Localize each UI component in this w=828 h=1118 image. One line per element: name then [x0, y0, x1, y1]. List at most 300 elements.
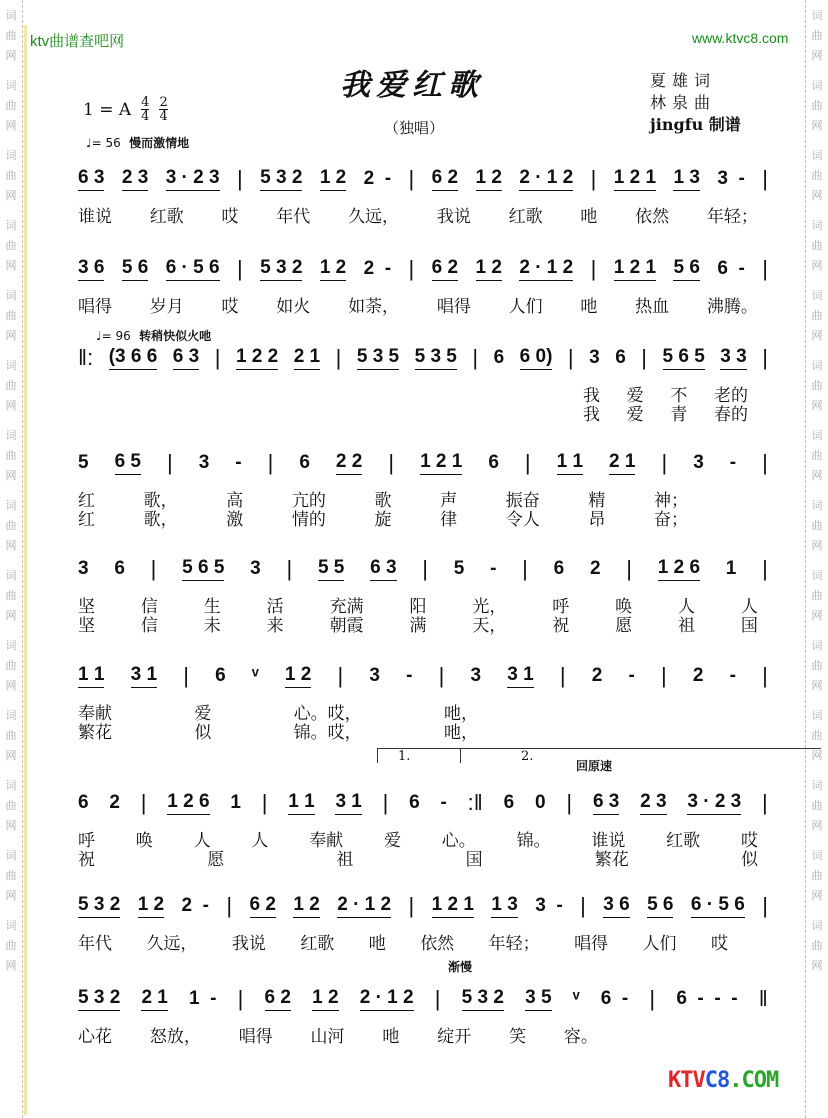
note-group: 6 -: [717, 258, 745, 279]
watermark-char: 词: [811, 429, 823, 442]
lyric-line: [78, 611, 758, 636]
lyric-word: 吔: [382, 1027, 400, 1047]
notation-line: [78, 166, 768, 192]
watermark-char: 词: [811, 709, 823, 722]
ts-num: 2: [159, 95, 168, 110]
note-group: 3: [198, 452, 210, 473]
note-group: 1 2 2: [236, 346, 278, 370]
tempo-text: 慢而激情地: [129, 136, 190, 150]
note-group: 2 -: [363, 258, 392, 279]
watermark-char: 词: [5, 639, 17, 652]
note-group: 6 2: [250, 894, 276, 918]
note-group: 6 · 5 6: [691, 894, 745, 918]
note-group: 6 0): [520, 346, 553, 370]
key-signature: [83, 96, 168, 123]
lyric-word: 声: [440, 491, 458, 511]
lyric-word: 年轻；: [706, 207, 758, 227]
lyric-word: 人: [251, 831, 269, 851]
lyric-word: 人们: [642, 934, 677, 954]
watermark-char: 网: [811, 679, 823, 692]
lyric-word: 岁月: [149, 297, 184, 317]
note-group: (3 6 6: [109, 346, 158, 370]
note-group: 2 -: [181, 895, 209, 916]
note-group: -: [628, 665, 635, 686]
note-group: 2: [692, 665, 704, 686]
barline: |: [237, 986, 244, 1011]
watermark-char: 词: [5, 9, 17, 22]
note-group: 3: [369, 665, 380, 686]
watermark-char: 网: [811, 959, 823, 972]
site-url[interactable]: www.ktvc8.com: [692, 30, 789, 46]
note-group: 1 3: [491, 894, 517, 918]
note-group: 2: [591, 665, 603, 686]
tempo-value: = 56: [91, 136, 121, 150]
lyric-word: 唤: [135, 831, 153, 851]
barline: |: [641, 345, 648, 370]
lyric-word: 似: [194, 723, 212, 743]
note-group: 2 -: [363, 168, 392, 189]
note-group: -: [235, 452, 242, 473]
lyric-word: 爱: [194, 704, 212, 724]
note-group: 6 3: [78, 167, 104, 191]
lyric-word: 笑: [509, 1027, 527, 1047]
lyric-word: 愿: [207, 850, 225, 870]
lyric-word: 人: [740, 597, 758, 617]
barline: |: [762, 790, 768, 815]
lyric-word: 热血: [635, 297, 670, 317]
lyric-word: 神；: [654, 491, 688, 511]
note-group: 6 3: [173, 346, 199, 370]
barline: |: [762, 893, 768, 918]
note-group: 1 2 1: [614, 257, 656, 281]
watermark-char: 曲: [811, 379, 823, 392]
note-group: 3: [470, 665, 482, 686]
tempo-text: 转稍快似火吔: [139, 329, 212, 343]
note-group: 3 3: [720, 346, 746, 370]
lyric-word: 红: [78, 510, 95, 530]
note-group: 6 2: [265, 987, 291, 1011]
volta-2: [460, 748, 821, 773]
lyric-word: 如荼，: [348, 297, 400, 317]
lyric-word: 奉献: [309, 831, 344, 851]
ktvc8-logo: [668, 1068, 778, 1093]
lyric-word: 奉献: [78, 704, 112, 724]
note-group: 2: [109, 792, 120, 813]
note-group: 2 1: [294, 346, 320, 370]
lyricist: 夏雄词: [650, 71, 717, 90]
ts-den: 4: [159, 109, 168, 124]
note-group: 3 · 2 3: [687, 791, 741, 815]
lyric-word: 坚: [78, 616, 95, 636]
watermark-char: 曲: [5, 99, 17, 112]
note-group: 6: [615, 347, 626, 368]
note-group: 1 2: [476, 257, 502, 281]
note-group: 3 1: [335, 791, 361, 815]
barline: |: [388, 450, 395, 475]
watermark-char: 词: [5, 289, 17, 302]
note-group: 1 2: [285, 664, 311, 688]
song-subtitle: （独唱）: [384, 119, 445, 137]
watermark-char: 网: [5, 329, 17, 342]
lyric-word: 爱: [626, 405, 644, 425]
lyric-word: 呼: [552, 597, 570, 617]
lyric-word: 歌，: [143, 510, 178, 530]
note-group: 6 3: [370, 557, 396, 581]
watermark-char: 词: [811, 79, 823, 92]
lyric-word: 年轻；: [488, 934, 540, 954]
lyric-word: 心花: [78, 1027, 112, 1047]
barline: |: [335, 345, 342, 370]
note-group: 5 6: [673, 257, 699, 281]
lyric-word: 吔，: [443, 723, 478, 743]
watermark-char: 网: [5, 539, 17, 552]
note-group: 5 3 5: [357, 346, 399, 370]
lyric-line: [78, 1022, 598, 1047]
lyric-line: [78, 718, 478, 743]
watermark-char: 词: [811, 359, 823, 372]
song-title: 我爱红歌: [340, 68, 484, 103]
watermark-char: 曲: [5, 659, 17, 672]
barline: |: [626, 556, 632, 581]
watermark-char: 网: [5, 889, 17, 902]
lyric-word: 久远，: [348, 207, 400, 227]
note-group: -: [490, 558, 497, 579]
watermark-char: 曲: [5, 29, 17, 42]
lyric-word: 老的: [713, 386, 748, 406]
barline: |: [762, 663, 768, 688]
lyric-word: 吔: [580, 207, 598, 227]
lyric-line: [78, 202, 758, 227]
lyric-word: 亢的: [291, 491, 326, 511]
note-group: 1 3: [673, 167, 699, 191]
tempo-value: = 96: [101, 329, 131, 343]
lyric-word: 红歌: [666, 831, 701, 851]
watermark-char: 曲: [811, 99, 823, 112]
watermark-char: 曲: [5, 379, 17, 392]
barline: |: [337, 663, 344, 688]
lyric-word: 哎: [740, 831, 758, 851]
note-group: 1 1: [557, 451, 583, 475]
lyric-word: 锦。: [516, 831, 551, 851]
quarter-note-icon: ♩: [86, 136, 92, 150]
notation-line: [78, 256, 768, 282]
lyric-line: [78, 845, 758, 870]
lyric-word: 春的: [713, 405, 748, 425]
watermark-char: 曲: [811, 29, 823, 42]
barline: |: [183, 663, 189, 688]
lyric-line: [78, 505, 688, 530]
barline: |: [580, 893, 586, 918]
tempo-a-tempo: 回原速: [576, 759, 613, 773]
note-group: 6: [114, 558, 125, 579]
watermark-char: 网: [5, 679, 17, 692]
lyric-word: 愿: [615, 616, 633, 636]
watermark-char: 词: [5, 569, 17, 582]
watermark-char: 词: [5, 79, 17, 92]
watermark-char: 曲: [811, 519, 823, 532]
note-group: 1 2: [293, 894, 319, 918]
note-group: 6: [553, 558, 565, 579]
lyric-word: 生: [203, 597, 221, 617]
lyric-word: 山河: [310, 1027, 345, 1047]
watermark-char: 网: [811, 819, 823, 832]
lyric-word: 令人: [505, 510, 540, 530]
notation-line: [78, 345, 768, 371]
note-group: -: [729, 665, 736, 686]
lyric-word: 奋；: [654, 510, 688, 530]
lyric-word: 心。哎，: [293, 704, 362, 724]
volta-label: 1.: [398, 749, 411, 764]
barline: |: [522, 556, 528, 581]
lyric-word: 祖: [336, 850, 354, 870]
note-group: 5 6: [647, 894, 673, 918]
note-group: 1 2: [476, 167, 502, 191]
barline: |: [236, 256, 243, 281]
lyric-word: 唱得: [574, 934, 609, 954]
note-group: 6 2: [432, 257, 458, 281]
note-group: 6 2: [432, 167, 458, 191]
notation-line: [78, 893, 768, 919]
watermark-strip-left: [0, 0, 23, 1118]
note-group: 1 2: [312, 987, 338, 1011]
watermark-char: 曲: [5, 799, 17, 812]
watermark-char: 词: [5, 499, 17, 512]
barline: ‖:: [78, 345, 94, 370]
composer: 林泉曲: [650, 93, 717, 112]
lyric-word: 旋: [374, 510, 392, 530]
barline: |: [382, 790, 389, 815]
barline: |: [567, 345, 574, 370]
lyric-word: 光，: [472, 597, 507, 617]
lyric-word: 我: [583, 386, 600, 406]
note-group: 5: [453, 558, 465, 579]
lyric-word: 吔: [368, 934, 386, 954]
watermark-char: 曲: [811, 449, 823, 462]
notation-line: [78, 556, 768, 582]
barline: |: [661, 450, 668, 475]
note-group: ᵛ: [251, 665, 259, 686]
lyric-word: 哎: [710, 934, 728, 954]
watermark-char: 网: [811, 259, 823, 272]
watermark-char: 曲: [811, 869, 823, 882]
watermark-char: 词: [5, 709, 17, 722]
watermark-char: 曲: [5, 589, 17, 602]
lyric-word: 红歌: [300, 934, 335, 954]
notation-line: [78, 986, 768, 1012]
barline: ‖: [758, 986, 768, 1011]
barline: |: [226, 893, 233, 918]
note-group: 1: [230, 792, 241, 813]
watermark-char: 网: [5, 749, 17, 762]
arranger-name: jingfu: [650, 115, 704, 134]
watermark-char: 网: [811, 189, 823, 202]
lyric-word: 红歌: [508, 207, 543, 227]
barline: |: [438, 663, 445, 688]
barline: |: [408, 166, 415, 191]
lyric-word: 人: [678, 597, 696, 617]
note-group: 1 2: [320, 257, 346, 281]
lyric-word: 满: [409, 616, 427, 636]
watermark-char: 词: [5, 779, 17, 792]
lyric-line: [78, 929, 728, 954]
tempo-1: [86, 134, 189, 151]
key: 1 = A: [83, 99, 132, 120]
lyric-word: 充满: [329, 597, 364, 617]
barline: |: [524, 450, 531, 475]
lyric-word: 哎: [221, 297, 239, 317]
barline: |: [762, 166, 768, 191]
watermark-char: 网: [811, 399, 823, 412]
watermark-char: 曲: [811, 659, 823, 672]
watermark-char: 网: [811, 889, 823, 902]
watermark-char: 词: [811, 639, 823, 652]
lyric-word: 唱得: [436, 297, 471, 317]
watermark-char: 网: [811, 119, 823, 132]
barline: |: [434, 986, 441, 1011]
note-group: 3 6: [78, 257, 104, 281]
lyric-word: 唱得: [78, 297, 112, 317]
lyric-word: 不: [670, 386, 688, 406]
lyric-word: 律: [440, 510, 458, 530]
watermark-char: 曲: [811, 729, 823, 742]
note-group: 5 6 5: [663, 346, 705, 370]
notation-line: [78, 663, 768, 689]
note-group: 1: [725, 558, 737, 579]
note-group: 5 3 2: [260, 167, 302, 191]
barline: |: [408, 256, 415, 281]
watermark-char: 网: [811, 469, 823, 482]
note-group: 6: [78, 792, 89, 813]
note-group: 3 1: [507, 664, 533, 688]
lyric-word: 如火: [276, 297, 311, 317]
barline: |: [267, 450, 274, 475]
note-group: 3: [250, 558, 261, 579]
margin-bar: [24, 25, 27, 1115]
lyric-word: 激: [226, 510, 244, 530]
note-group: 3 -: [717, 168, 745, 189]
watermark-char: 网: [5, 259, 17, 272]
watermark-char: 曲: [811, 589, 823, 602]
watermark-char: 词: [811, 219, 823, 232]
lyric-word: 青: [670, 405, 688, 425]
lyric-word: 高: [226, 491, 244, 511]
note-group: 2 3: [640, 791, 666, 815]
lyric-word: 情的: [291, 510, 326, 530]
notation-line: [78, 450, 768, 476]
watermark-char: 网: [811, 749, 823, 762]
lyric-word: 活: [266, 597, 284, 617]
barline: |: [140, 790, 147, 815]
lyric-word: 容。: [563, 1027, 598, 1047]
arranger: [650, 114, 741, 136]
lyric-word: 歌，: [143, 491, 178, 511]
note-group: 1 2 1: [614, 167, 656, 191]
lyric-word: 谁说: [591, 831, 626, 851]
watermark-char: 词: [811, 289, 823, 302]
note-group: 6 · 5 6: [166, 257, 220, 281]
lyric-word: 绽开: [437, 1027, 472, 1047]
lyric-word: 哎: [221, 207, 239, 227]
quarter-note-icon: ♩: [96, 329, 102, 343]
barline: |: [286, 556, 293, 581]
volta-label: 2.: [521, 749, 534, 764]
watermark-char: 词: [5, 149, 17, 162]
watermark-char: 网: [5, 609, 17, 622]
lyric-word: 爱: [626, 386, 644, 406]
watermark-char: 词: [811, 149, 823, 162]
note-group: 1 2 1: [420, 451, 462, 475]
logo-part: C8: [704, 1068, 730, 1093]
ts-den: 4: [141, 109, 150, 124]
lyric-word: 吔: [580, 297, 598, 317]
lyric-word: 朝霞: [329, 616, 364, 636]
note-group: 5 3 5: [415, 346, 457, 370]
note-group: 6: [493, 347, 505, 368]
watermark-char: 网: [5, 189, 17, 202]
barline: |: [236, 166, 243, 191]
note-group: 2 2: [336, 451, 362, 475]
watermark-char: 曲: [5, 939, 17, 952]
notation-line: [78, 790, 768, 816]
lyric-word: 依然: [635, 207, 670, 227]
note-group: -: [406, 665, 413, 686]
lyric-word: 唱得: [238, 1027, 273, 1047]
lyric-word: 国: [740, 616, 758, 636]
note-group: 3: [589, 347, 600, 368]
note-group: 1 2: [138, 894, 164, 918]
watermark-char: 词: [5, 219, 17, 232]
watermark-char: 曲: [5, 519, 17, 532]
lyric-word: 人: [193, 831, 211, 851]
note-group: 1 1: [78, 664, 104, 688]
watermark-char: 曲: [5, 239, 17, 252]
note-group: 1 2 6: [658, 557, 700, 581]
logo-part: .COM: [729, 1068, 779, 1093]
watermark-char: 曲: [811, 309, 823, 322]
note-group: 2 · 1 2: [337, 894, 391, 918]
logo-part: KTV: [668, 1068, 705, 1093]
site-name[interactable]: ktv曲谱查吧网: [30, 33, 125, 50]
watermark-char: 曲: [5, 449, 17, 462]
note-group: 1 2: [320, 167, 346, 191]
watermark-char: 网: [5, 819, 17, 832]
note-group: 2 · 1 2: [360, 987, 414, 1011]
watermark-char: 词: [811, 779, 823, 792]
lyric-word: 吔，: [443, 704, 478, 724]
watermark-char: 词: [5, 429, 17, 442]
watermark-strip-right: [805, 0, 828, 1118]
lyric-word: 久远，: [146, 934, 198, 954]
note-group: 2 · 1 2: [519, 257, 573, 281]
watermark-char: 网: [5, 399, 17, 412]
note-group: 3: [693, 452, 704, 473]
watermark-char: 网: [5, 469, 17, 482]
lyric-word: 天，: [472, 616, 507, 636]
watermark-char: 网: [5, 959, 17, 972]
lyric-word: 未: [203, 616, 221, 636]
lyric-word: 祖: [678, 616, 696, 636]
watermark-char: 网: [811, 609, 823, 622]
watermark-char: 网: [811, 49, 823, 62]
barline: |: [590, 256, 597, 281]
watermark-char: 网: [5, 119, 17, 132]
lyric-word: 来: [266, 616, 284, 636]
note-group: 6: [503, 792, 515, 813]
watermark-char: 词: [811, 569, 823, 582]
lyric-word: 依然: [420, 934, 455, 954]
lyric-word: 红歌: [149, 207, 184, 227]
lyric-word: 红: [78, 491, 95, 511]
